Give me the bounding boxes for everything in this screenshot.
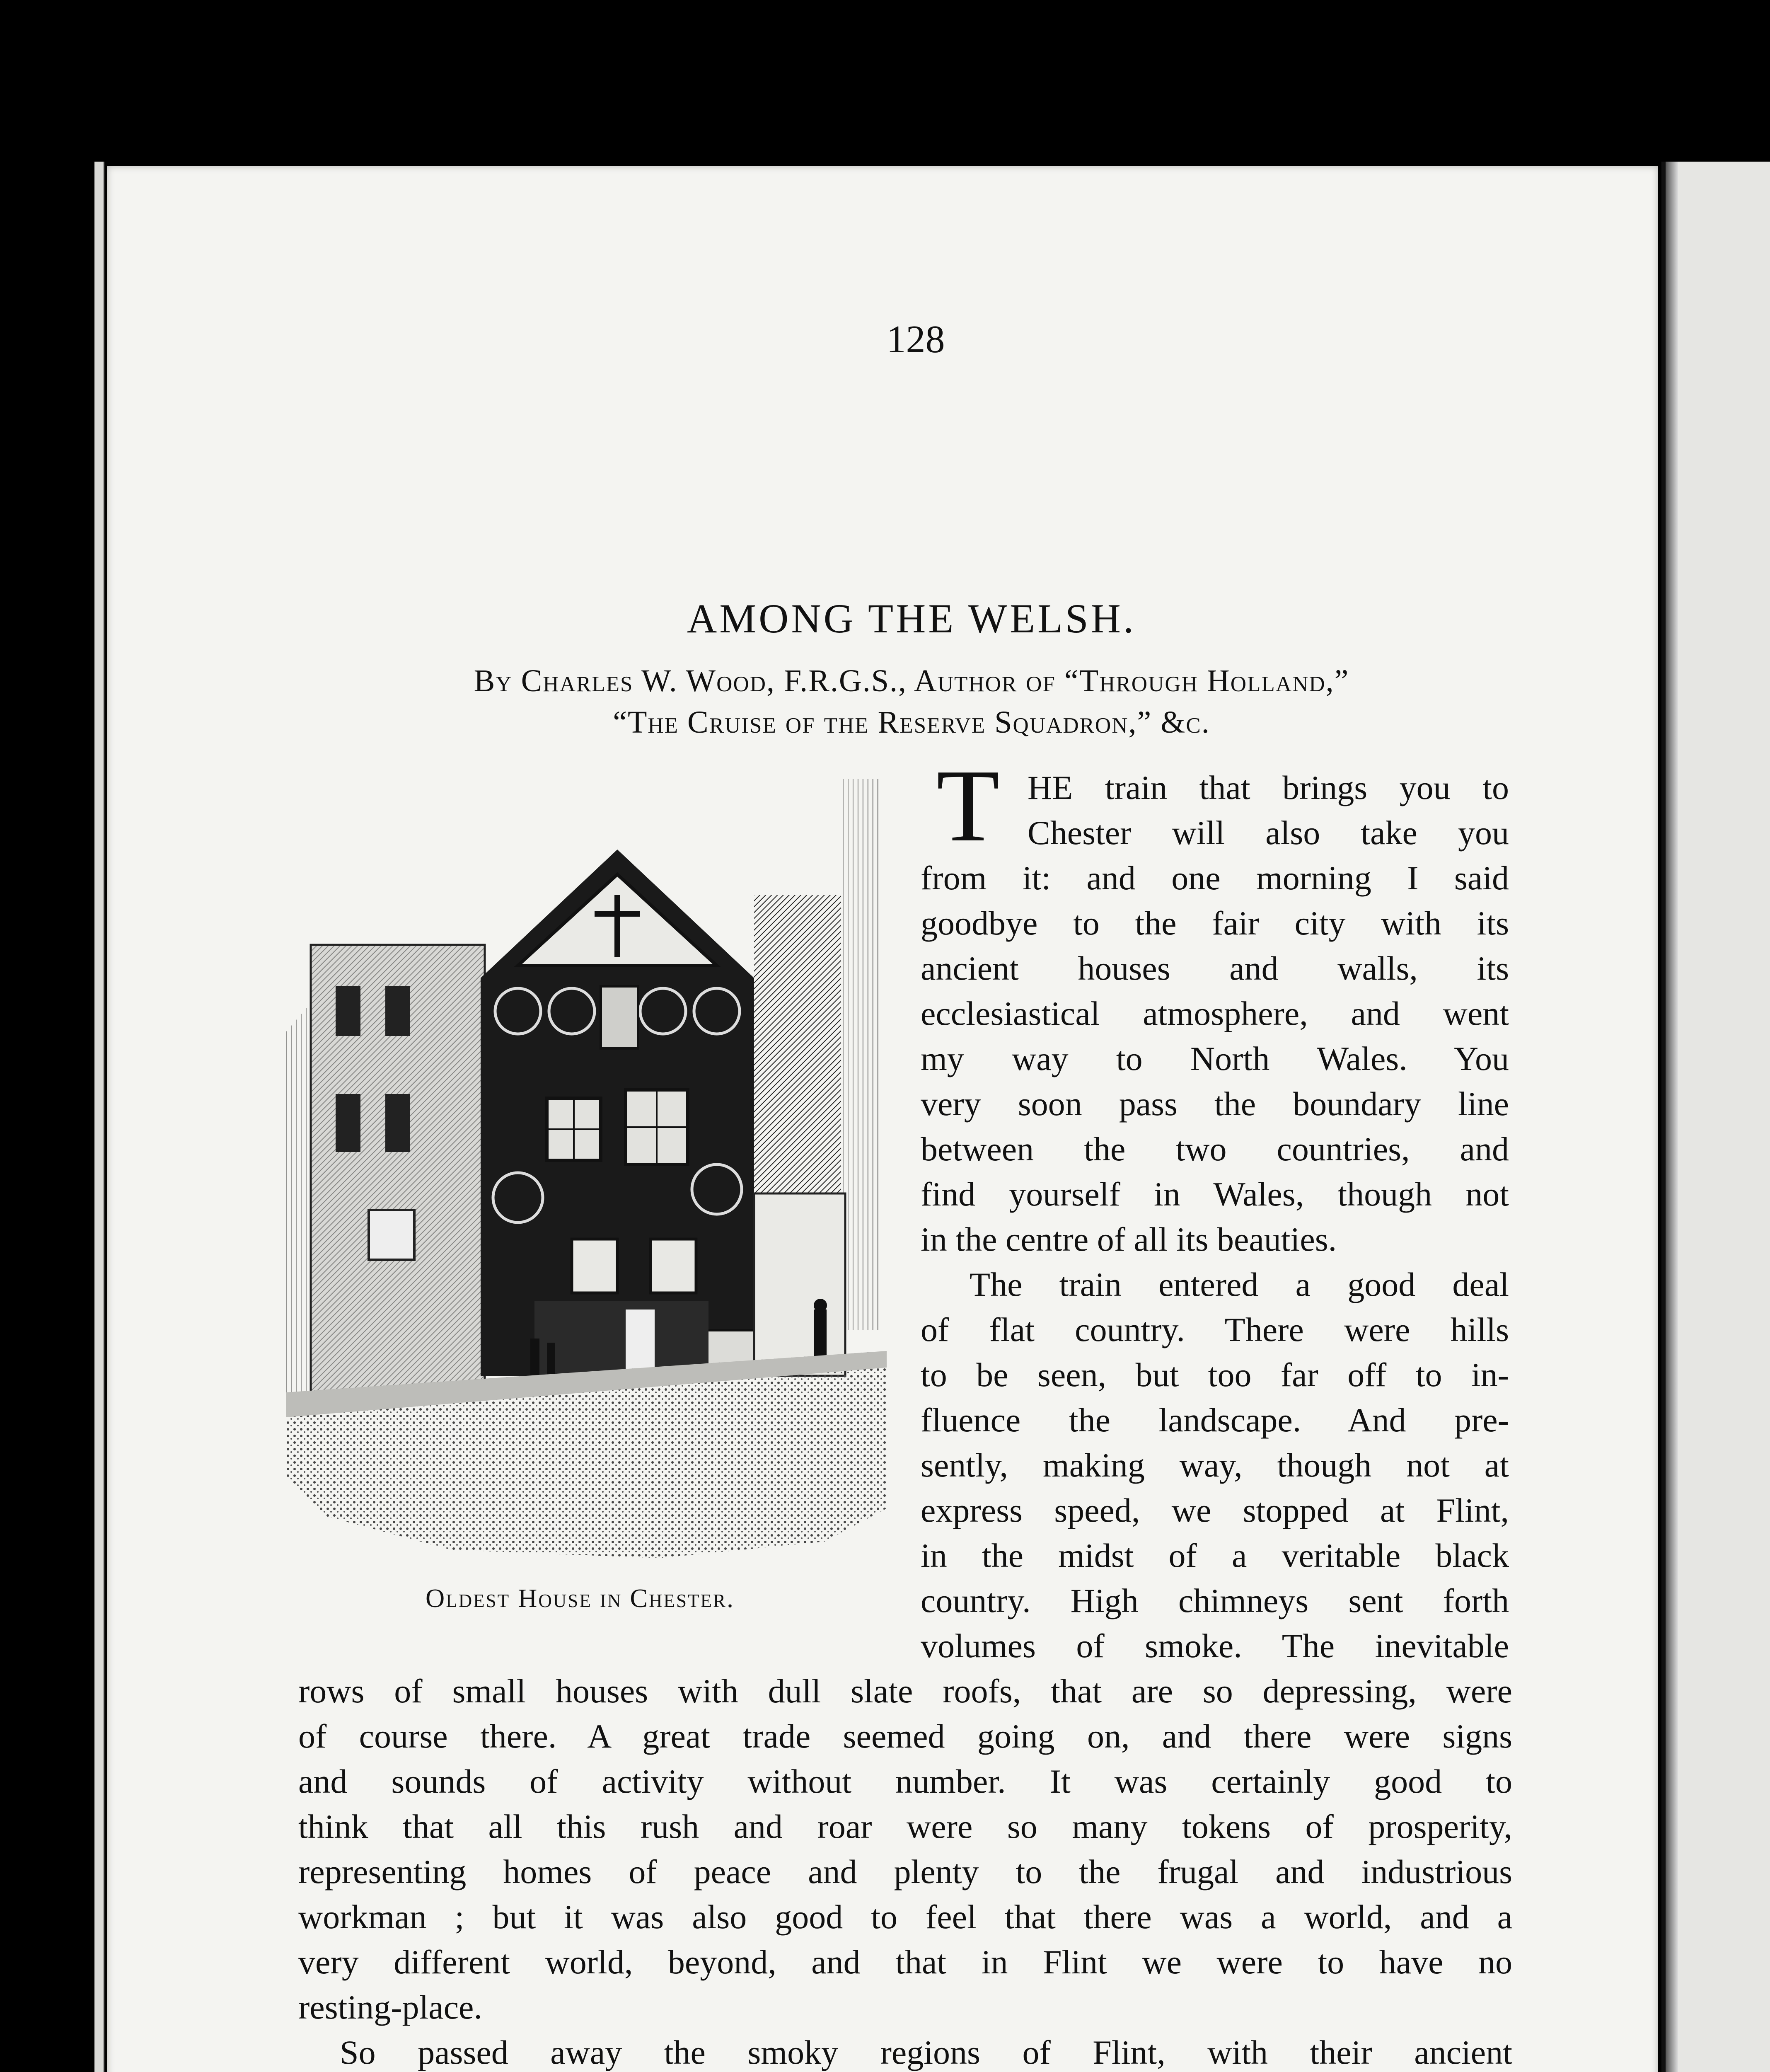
byline-line-1: By Charles W. Wood, F.R.G.S., Author of “Through Holland,” (474, 663, 1349, 698)
column-text-line: very soon pass the boundary line (921, 1085, 1509, 1123)
column-text-line: ancient houses and walls, its (921, 949, 1509, 987)
column-text-line: fluence the landscape. And pre- (921, 1401, 1509, 1439)
body-text-line: think that all this rush and roar were so many tokens of prosperity, (298, 1808, 1512, 1845)
body-text-line: resting-place. (298, 1988, 482, 2026)
oldest-house-engraving (286, 771, 887, 1571)
column-text-line: express speed, we stopped at Flint, (921, 1491, 1509, 1529)
column-text-line: in the midst of a veritable black (921, 1537, 1509, 1574)
column-text-line: in the centre of all its beauties. (921, 1220, 1337, 1258)
column-text-line: my way to North Wales. You (921, 1040, 1509, 1077)
body-text-line: representing homes of peace and plenty to the frugal and industrious (298, 1853, 1512, 1890)
column-text-line: The train entered a good deal (970, 1266, 1509, 1303)
column-text-line: between the two countries, and (921, 1130, 1509, 1168)
body-text-line: workman ; but it was also good to feel that there was a world, and a (298, 1898, 1512, 1936)
body-text-line: of course there. A great trade seemed going on, and there were signs (298, 1717, 1512, 1755)
column-text-line: of flat country. There were hills (921, 1311, 1509, 1348)
body-text-line: very different world, beyond, and that in Flint we were to have no (298, 1943, 1512, 1981)
column-text-line: ecclesiastical atmosphere, and went (921, 995, 1509, 1032)
body-text-line: and sounds of activity without number. It was certainly good to (298, 1762, 1512, 1800)
body-text-line: So passed away the smoky regions of Flint, with their ancient (340, 2033, 1512, 2071)
body-text-line: rows of small houses with dull slate roofs, that are so depressing, were (298, 1672, 1512, 1710)
figure-caption: Oldest House in Chester. (425, 1583, 735, 1613)
column-text-line: Chester will also take you (1028, 814, 1509, 852)
column-text-line: find yourself in Wales, though not (921, 1175, 1509, 1213)
page-number: 128 (886, 318, 945, 361)
column-text-line: from it: and one morning I said (921, 859, 1509, 897)
column-text-line: volumes of smoke. The inevitable (921, 1627, 1509, 1665)
page-edge (94, 162, 105, 2072)
column-text-line: HE train that brings you to (1028, 769, 1509, 806)
column-text-line: to be seen, but too far off to in- (921, 1356, 1509, 1394)
column-text-line: sently, making way, though not at (921, 1446, 1509, 1484)
byline-line-2: “The Cruise of the Reserve Squadron,” &c. (613, 705, 1210, 740)
article-title: AMONG THE WELSH. (687, 595, 1136, 641)
drop-cap: T (936, 748, 1000, 863)
facing-page-edge (1661, 162, 1770, 2072)
column-text-line: goodbye to the fair city with its (921, 904, 1509, 942)
column-text-line: country. High chimneys sent forth (921, 1582, 1509, 1619)
